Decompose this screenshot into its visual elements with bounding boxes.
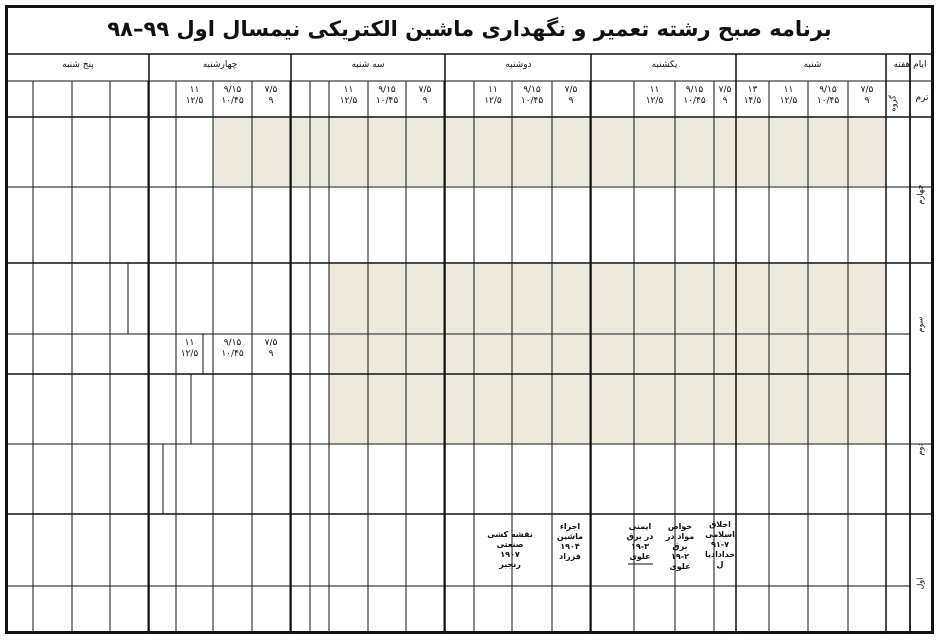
- day-header-monday: دوشنبه: [505, 60, 532, 70]
- time-slot-3-0: ۷/۵ ۹: [418, 85, 432, 106]
- time-slot-3-2: ۱۱ ۱۲/۵: [339, 85, 358, 106]
- group-header: گروه: [888, 95, 898, 112]
- course-drawing: نقشه کشی صنعتی ۱۹۰۷ رنجبر: [487, 530, 533, 569]
- page-title: برنامه صبح رشته تعمیر و نگهداری ماشین الکتریکی نیمسال اول ۹۹–۹۸: [107, 17, 832, 41]
- time-slot-2-0: ۷/۵ ۹: [564, 85, 578, 106]
- day-header-wednesday: چهارشنبه: [202, 60, 238, 70]
- day-header-thursday: پنج شنبه: [62, 60, 94, 70]
- day-header-tuesday: سه شنبه: [351, 60, 385, 70]
- wed-row-time-2: ۱۱ ۱۲/۵: [180, 338, 199, 359]
- course-machine-parts: اجزاء ماشین ۱۹۰۴ فرزاد: [556, 522, 584, 561]
- time-slot-4-1: ۹/۱۵ ۱۰/۴۵: [221, 85, 244, 106]
- time-slot-4-2: ۱۱ ۱۲/۵: [185, 85, 204, 106]
- term-label-3: سوم: [915, 316, 925, 333]
- term-label-4: چهارم: [915, 184, 925, 205]
- day-header-sunday: یکشنبه: [651, 60, 678, 70]
- time-slot-0-0: ۷/۵ ۹: [860, 85, 874, 106]
- shade-term4: [213, 118, 886, 186]
- shade-term2: [329, 375, 886, 444]
- time-slot-0-2: ۱۱ ۱۲/۵: [779, 85, 798, 106]
- time-slot-2-2: ۱۱ ۱۲/۵: [484, 85, 502, 106]
- term-label-1: اول: [915, 577, 925, 590]
- time-slot-3-1: ۹/۱۵ ۱۰/۴۵: [375, 85, 399, 106]
- time-slot-0-3: ۱۳ ۱۴/۵: [743, 85, 762, 106]
- term-header: ترم: [915, 93, 929, 103]
- shade-term3b: [329, 335, 886, 374]
- shade-term3a: [329, 264, 886, 334]
- wed-row-time-1: ۹/۱۵ ۱۰/۴۵: [221, 338, 244, 359]
- wed-row-time-0: ۷/۵ ۹: [264, 338, 278, 359]
- course-safety: ایمنی در برق ۱۹-۳ علوی: [626, 522, 654, 561]
- day-header-saturday: شنبه: [803, 60, 822, 70]
- term-label-2: دوم: [915, 443, 925, 456]
- time-slot-2-1: ۹/۱۵ ۱۰/۴۵: [520, 85, 544, 106]
- time-slot-1-2: ۱۱ ۱۲/۵: [645, 85, 664, 106]
- course-materials: خواص مواد در برق ۱۹-۲ علوی: [665, 522, 695, 571]
- course-ethics: اخلاق اسلامی ۹۱-۷ خدادادیا ل: [704, 520, 736, 569]
- time-slot-1-1: ۹/۱۵ ۱۰/۴۵: [683, 85, 706, 106]
- time-slot-0-1: ۹/۱۵ ۱۰/۴۵: [816, 85, 840, 106]
- weekdays-header: ایام هفته: [893, 60, 927, 70]
- time-slot-1-0: ۷/۵ ۹: [718, 85, 732, 106]
- time-slot-4-0: ۷/۵ ۹: [264, 85, 278, 106]
